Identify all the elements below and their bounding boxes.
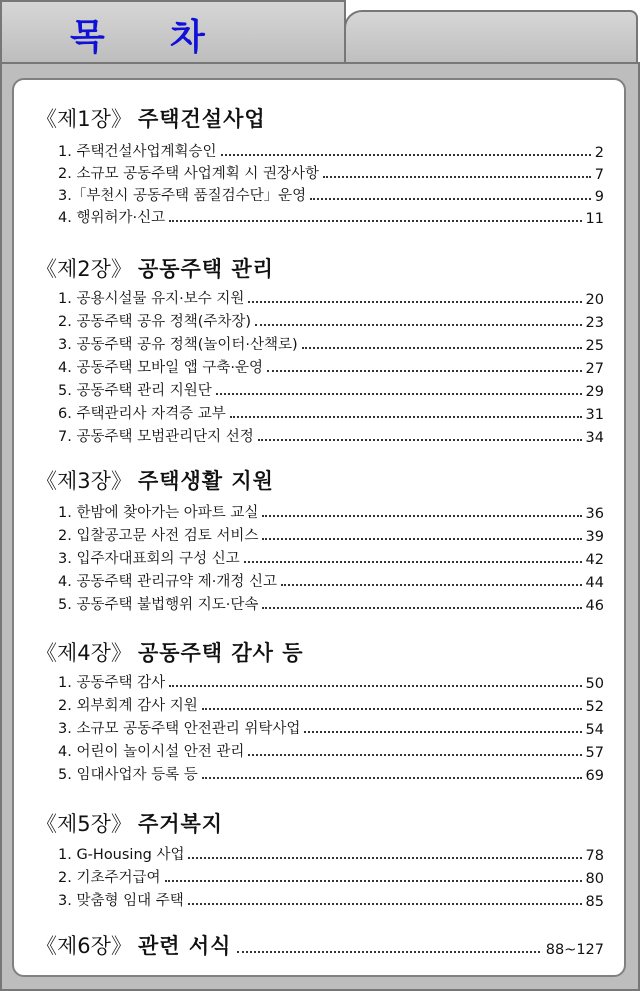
entry-label: 2. 소규모 공동주택 사업계획 시 권장사항 xyxy=(58,166,319,182)
leader-dots xyxy=(323,175,591,178)
leader-dots xyxy=(302,346,582,349)
entry-label: 7. 공동주택 모범관리단지 선정 xyxy=(58,429,254,445)
page-number: 57 xyxy=(585,745,604,761)
page-number: 52 xyxy=(585,699,604,715)
toc-entry[interactable] xyxy=(58,546,604,568)
entry-label: 1. 한밤에 찾아가는 아파트 교실 xyxy=(58,505,259,521)
toc-entry[interactable] xyxy=(58,332,604,354)
entry-label: 1. G-Housing 사업 xyxy=(58,847,185,863)
leader-dots xyxy=(169,219,581,222)
leader-dots xyxy=(188,856,581,859)
toc-entry[interactable] xyxy=(58,355,604,377)
toc-entry[interactable] xyxy=(58,183,604,205)
entry-label: 3. 공동주택 공유 정책(놀이터·산책로) xyxy=(58,337,298,353)
leader-dots xyxy=(310,197,591,200)
entry-label: 2. 공동주택 공유 정책(주차장) xyxy=(58,314,252,330)
title-char-1: 목 xyxy=(70,17,107,58)
toc-entry[interactable] xyxy=(58,286,604,308)
page-number: 85 xyxy=(585,894,604,910)
chapter-heading xyxy=(36,253,274,283)
chapter-title: 공동주택 감사 등 xyxy=(137,641,304,665)
leader-dots xyxy=(244,560,582,563)
entry-label: 5. 공동주택 불법행위 지도·단속 xyxy=(58,597,259,613)
entry-label: 1. 주택건설사업계획승인 xyxy=(58,144,217,160)
toc-entry[interactable] xyxy=(58,401,604,423)
page-number: 11 xyxy=(585,211,604,227)
entry-label: 3. 입주자대표회의 구성 신고 xyxy=(58,551,240,567)
leader-dots xyxy=(258,438,582,441)
toc-entry[interactable] xyxy=(58,500,604,522)
toc-entry[interactable] xyxy=(58,424,604,446)
entry-label: 1. 공용시설물 유지·보수 지원 xyxy=(58,291,245,307)
leader-dots xyxy=(188,902,582,905)
leader-dots xyxy=(262,514,581,517)
chapter-6-row[interactable] xyxy=(36,930,604,960)
page-number: 29 xyxy=(585,384,604,400)
entry-label: 5. 공동주택 관리 지원단 xyxy=(58,383,212,399)
toc-entry[interactable] xyxy=(58,739,604,761)
leader-dots xyxy=(267,369,582,372)
leader-dots xyxy=(169,684,581,687)
page-number: 23 xyxy=(585,315,604,331)
page-number: 9 xyxy=(594,189,604,205)
toc-entry[interactable] xyxy=(58,205,604,227)
toc-entry[interactable] xyxy=(58,569,604,591)
page-number: 50 xyxy=(585,676,604,692)
toc-entry[interactable] xyxy=(58,592,604,614)
chapter-number: 《제5장》 xyxy=(36,812,132,836)
chapter-number: 《제3장》 xyxy=(36,469,132,493)
toc-entry[interactable] xyxy=(58,693,604,715)
leader-dots xyxy=(216,392,582,395)
entry-label: 4. 어린이 놀이시설 안전 관리 xyxy=(58,744,245,760)
toc-entry[interactable] xyxy=(58,139,604,161)
entry-label: 5. 임대사업자 등록 등 xyxy=(58,767,198,783)
page-number: 46 xyxy=(585,598,604,614)
page-number: 34 xyxy=(585,430,604,446)
toc-entry[interactable] xyxy=(58,670,604,692)
toc-entry[interactable] xyxy=(58,378,604,400)
chapter-heading xyxy=(36,465,274,495)
entry-label: 4. 행위허가·신고 xyxy=(58,210,166,226)
page-number: 42 xyxy=(585,552,604,568)
page-number: 20 xyxy=(585,292,604,308)
toc-entry[interactable] xyxy=(58,523,604,545)
chapter-heading xyxy=(36,808,223,838)
leader-dots xyxy=(281,583,582,586)
leader-dots xyxy=(221,153,591,156)
entry-label: 4. 공동주택 모바일 앱 구축·운영 xyxy=(58,360,263,376)
leader-dots xyxy=(262,606,581,609)
chapter-title: 주택생활 지원 xyxy=(137,469,274,493)
toc-entry[interactable] xyxy=(58,716,604,738)
chapter-number: 《제2장》 xyxy=(36,257,132,281)
entry-label: 3. 맞춤형 임대 주택 xyxy=(58,893,184,909)
toc-entry[interactable] xyxy=(58,309,604,331)
leader-dots xyxy=(255,323,581,326)
entry-label: 3.「부천시 공동주택 품질검수단」운영 xyxy=(58,188,307,204)
page-number: 7 xyxy=(594,167,604,183)
toc-entry[interactable] xyxy=(58,865,604,887)
page-number: 36 xyxy=(585,506,604,522)
page-number: 44 xyxy=(585,575,604,591)
page-number: 88~127 xyxy=(545,942,604,958)
page-number: 54 xyxy=(585,722,604,738)
chapter-title: 주거복지 xyxy=(137,812,224,836)
chapter-title: 주택건설사업 xyxy=(137,107,266,131)
entry-label: 4. 공동주택 관리규약 제·개정 신고 xyxy=(58,574,277,590)
chapter-title: 관련 서식 xyxy=(137,934,232,958)
title-char-2: 차 xyxy=(170,17,207,58)
leader-dots xyxy=(202,776,582,779)
toc-entry[interactable] xyxy=(58,161,604,183)
page-number: 69 xyxy=(585,768,604,784)
leader-dots xyxy=(202,707,582,710)
entry-label: 6. 주택관리사 자격증 교부 xyxy=(58,406,226,422)
chapter-number: 《제1장》 xyxy=(36,107,132,131)
leader-dots xyxy=(248,753,581,756)
toc-entry[interactable] xyxy=(58,842,604,864)
toc-entry[interactable] xyxy=(58,762,604,784)
leader-dots xyxy=(230,415,582,418)
chapter-number: 《제4장》 xyxy=(36,641,132,665)
leader-dots xyxy=(165,879,582,882)
entry-label: 1. 공동주택 감사 xyxy=(58,675,166,691)
leader-dots xyxy=(248,300,581,303)
page-number: 25 xyxy=(585,338,604,354)
page-number: 27 xyxy=(585,361,604,377)
page-number: 39 xyxy=(585,529,604,545)
entry-label: 2. 외부회계 감사 지원 xyxy=(58,698,198,714)
entry-label: 2. 기초주거급여 xyxy=(58,870,161,886)
chapter-heading xyxy=(36,637,304,667)
chapter-number: 《제6장》 xyxy=(36,934,132,958)
page-number: 80 xyxy=(585,871,604,887)
entry-label: 3. 소규모 공동주택 안전관리 위탁사업 xyxy=(58,721,301,737)
chapter-heading xyxy=(36,103,266,133)
chapter-title: 공동주택 관리 xyxy=(137,257,274,281)
leader-dots xyxy=(304,730,581,733)
leader-dots xyxy=(262,537,581,540)
entry-label: 2. 입찰공고문 사전 검토 서비스 xyxy=(58,528,259,544)
page-number: 78 xyxy=(585,848,604,864)
page-number: 31 xyxy=(585,407,604,423)
leader-dots xyxy=(237,951,539,953)
toc-entry[interactable] xyxy=(58,888,604,910)
page-number: 2 xyxy=(594,145,604,161)
